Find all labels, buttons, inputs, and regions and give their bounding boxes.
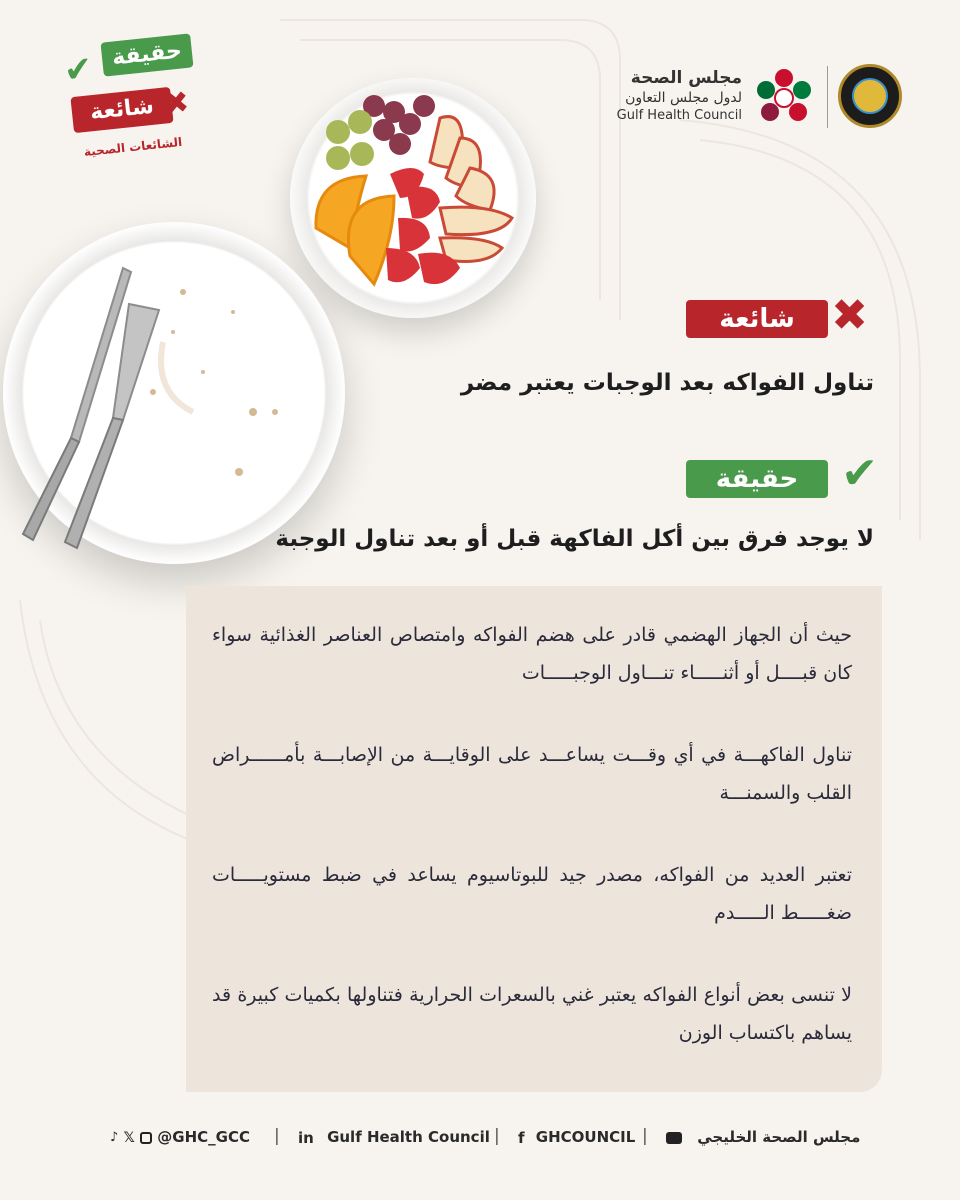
social-handle[interactable] [110,1128,250,1146]
x-twitter-icon: 𝕏 [123,1129,135,1146]
handle-text: @GHC_GCC [157,1128,250,1146]
footer-separator: | [494,1126,500,1146]
info-paragraph: تعتبر العديد من الفواكه، مصدر جيد للبوتاسيوم يساعد في ضبط مستويـــــات ضغـــــط الـــــدم [212,864,852,924]
facebook-text: GHCOUNCIL [535,1128,636,1146]
tiktok-icon: ♪ [110,1130,119,1145]
facebook-link[interactable] [518,1128,635,1147]
empty-plate [3,222,345,564]
flags-flower-icon [752,66,816,130]
info-paragraph: تناول الفاكهـــة في أي وقـــت يساعـــد على الوقايـــة من الإصابـــة بأمــــــراض القلب والسمنـــة [212,744,852,804]
myth-pill: شائعة [686,300,828,338]
fact-statement: لا يوجد فرق بين أكل الفاكهة قبل أو بعد تناول الوجبة [275,526,874,552]
council-name-en: Gulf Health Council [616,108,742,123]
cutlery-illustration [3,222,345,564]
badge-subtitle: الشائعات الصحية [83,134,183,160]
x-icon: ✖ [831,290,868,341]
fact-label [682,448,878,502]
youtube-icon [666,1132,682,1144]
council-logo [602,62,902,132]
instagram-icon [140,1132,152,1144]
check-icon: ✔ [61,48,95,92]
info-box [186,586,882,1092]
facebook-icon: f [518,1128,525,1147]
linkedin-icon: in [298,1128,314,1147]
linkedin-text: Gulf Health Council [327,1128,490,1146]
gcc-emblem-icon [838,64,902,128]
council-name-ar-sub: لدول مجلس التعاون [625,90,742,106]
linkedin-link[interactable] [298,1128,490,1147]
check-icon: ✔ [841,448,878,499]
myth-label [682,290,868,342]
badge-myth-word: شائعة [70,87,173,133]
footer-separator: | [274,1126,280,1146]
fact-pill: حقيقة [686,460,828,498]
youtube-text: مجلس الصحة الخليجي [697,1128,861,1146]
info-paragraph: حيث أن الجهاز الهضمي قادر على هضم الفواكه وامتصاص العناصر الغذائية سواء كان قبــــل أو أثنـــــاء تنـــاول الوجبـــــات [212,624,852,684]
social-footer [100,1124,860,1154]
myth-statement: تناول الفواكه بعد الوجبات يعتبر مضر [460,370,874,396]
council-name-ar: مجلس الصحة [630,68,742,88]
badge-fact-word: حقيقة [100,33,193,76]
info-paragraph: لا تنسى بعض أنواع الفواكه يعتبر غني بالسعرات الحرارية فتناولها بكميات كبيرة قد يساهم باكتساب الوزن [212,984,852,1044]
youtube-link[interactable] [666,1128,860,1146]
myth-fact-badge [60,30,190,160]
x-icon: ✖ [162,84,191,123]
logo-divider [827,66,828,128]
footer-separator: | [642,1126,648,1146]
